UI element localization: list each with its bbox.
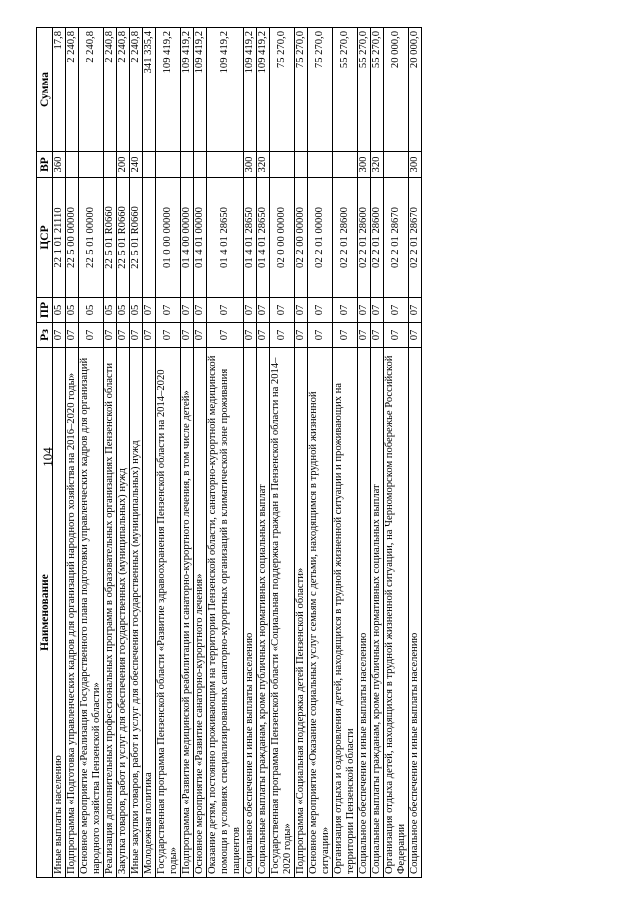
cell-sum: 109 419,2: [244, 28, 257, 152]
table-row: [143, 28, 156, 878]
cell-pr: 05: [79, 298, 104, 323]
cell-name: Закупка товаров, работ и услуг для обеспечения государственных (муниципальных) нужд: [117, 348, 130, 878]
cell-csr: 22 5 01 R0660: [104, 178, 117, 298]
cell-vr: [79, 152, 104, 178]
table-row: [104, 28, 117, 878]
cell-vr: 360: [53, 152, 66, 178]
cell-name: Социальное обеспечение и иные выплаты населению: [244, 348, 257, 878]
cell-vr: 300: [409, 152, 422, 178]
cell-csr: 01 4 00 00000: [181, 178, 194, 298]
cell-pr: 07: [308, 298, 333, 323]
header-csr: ЦСР: [37, 178, 53, 298]
table-row: [270, 28, 295, 878]
cell-sum: 55 270,0: [371, 28, 384, 152]
cell-name: Организация отдыха и оздоровления детей, находящихся в трудной жизненной ситуации и проживающих на территории Пензенской области: [333, 348, 358, 878]
cell-vr: 320: [257, 152, 270, 178]
cell-pr: 07: [194, 298, 207, 323]
cell-rz: 07: [66, 323, 79, 348]
cell-vr: [295, 152, 308, 178]
cell-rz: 07: [371, 323, 384, 348]
cell-rz: 07: [244, 323, 257, 348]
cell-rz: 07: [53, 323, 66, 348]
page-number: 104: [39, 447, 55, 467]
cell-csr: 22 5 01 R0660: [130, 178, 143, 298]
cell-rz: 07: [181, 323, 194, 348]
cell-csr: 01 4 01 28650: [207, 178, 244, 298]
cell-pr: 05: [104, 298, 117, 323]
cell-name: Основное мероприятие «Развитие санаторно-курортного лечения»: [194, 348, 207, 878]
cell-csr: 02 2 01 28600: [358, 178, 371, 298]
cell-vr: [156, 152, 181, 178]
cell-name: Иные выплаты населению: [53, 348, 66, 878]
cell-vr: 320: [371, 152, 384, 178]
cell-pr: 05: [117, 298, 130, 323]
cell-pr: 07: [207, 298, 244, 323]
table-row: [244, 28, 257, 878]
cell-sum: 20 000,0: [409, 28, 422, 152]
table-row: [53, 28, 66, 878]
cell-vr: [270, 152, 295, 178]
cell-vr: [308, 152, 333, 178]
cell-sum: 55 270,0: [333, 28, 358, 152]
cell-csr: 02 2 01 28670: [384, 178, 409, 298]
table-row: [130, 28, 143, 878]
cell-vr: [143, 152, 156, 178]
cell-csr: 02 2 01 28600: [333, 178, 358, 298]
cell-rz: 07: [143, 323, 156, 348]
cell-rz: 07: [358, 323, 371, 348]
table-row: [308, 28, 333, 878]
cell-vr: [181, 152, 194, 178]
cell-csr: 02 2 00 00000: [295, 178, 308, 298]
table-body: [53, 28, 422, 878]
cell-rz: 07: [257, 323, 270, 348]
table-row: [117, 28, 130, 878]
cell-csr: 01 0 00 00000: [156, 178, 181, 298]
rotated-page-content: [36, 28, 586, 878]
table-row: [79, 28, 104, 878]
cell-name: Социальные выплаты гражданам, кроме публичных нормативных социальных выплат: [371, 348, 384, 878]
table-row: [333, 28, 358, 878]
cell-csr: 01 4 01 00000: [194, 178, 207, 298]
header-pr: ПР: [37, 298, 53, 323]
cell-pr: 05: [53, 298, 66, 323]
cell-name: Подпрограмма «Подготовка управленческих кадров для организаций народного хозяйства на 2016–2020 годы»: [66, 348, 79, 878]
cell-rz: 07: [409, 323, 422, 348]
cell-rz: 07: [270, 323, 295, 348]
cell-pr: 07: [295, 298, 308, 323]
table-row: [371, 28, 384, 878]
cell-rz: 07: [194, 323, 207, 348]
cell-rz: 07: [384, 323, 409, 348]
cell-name: Реализация дополнительных профессиональных программ в образовательных организациях Пензенской области: [104, 348, 117, 878]
header-rz: Рз: [37, 323, 53, 348]
cell-sum: 109 419,2: [194, 28, 207, 152]
header-sum: Сумма: [37, 28, 53, 152]
cell-pr: 07: [143, 298, 156, 323]
cell-pr: 07: [244, 298, 257, 323]
cell-sum: 75 270,0: [308, 28, 333, 152]
cell-rz: 07: [104, 323, 117, 348]
cell-vr: [333, 152, 358, 178]
cell-rz: 07: [79, 323, 104, 348]
cell-pr: 07: [384, 298, 409, 323]
cell-sum: 2 240,8: [117, 28, 130, 152]
cell-pr: 07: [257, 298, 270, 323]
cell-sum: 17,8: [53, 28, 66, 152]
table-header-row: [37, 28, 53, 878]
cell-csr: [143, 178, 156, 298]
table-row: [194, 28, 207, 878]
cell-name: Государственная программа Пензенской области «Социальная поддержка граждан в Пензенской области на 2014–2020 годы»: [270, 348, 295, 878]
budget-table: [36, 27, 422, 878]
header-name: Наименование: [37, 348, 53, 878]
table-row: [181, 28, 194, 878]
cell-rz: 07: [295, 323, 308, 348]
cell-rz: 07: [130, 323, 143, 348]
cell-sum: 75 270,0: [270, 28, 295, 152]
cell-name: Государственная программа Пензенской области «Развитие здравоохранения Пензенской области на 2014–2020 годы»: [156, 348, 181, 878]
cell-vr: [207, 152, 244, 178]
cell-sum: 2 240,8: [104, 28, 117, 152]
cell-name: Молодежная политика: [143, 348, 156, 878]
cell-sum: 2 240,8: [130, 28, 143, 152]
cell-sum: 55 270,0: [358, 28, 371, 152]
cell-csr: 02 0 00 00000: [270, 178, 295, 298]
table-row: [295, 28, 308, 878]
cell-sum: 341 335,4: [143, 28, 156, 152]
cell-csr: 22 1 01 21110: [53, 178, 66, 298]
cell-pr: 07: [409, 298, 422, 323]
cell-sum: 109 419,2: [207, 28, 244, 152]
cell-csr: 02 2 01 28670: [409, 178, 422, 298]
cell-sum: 75 270,0: [295, 28, 308, 152]
cell-name: Социальное обеспечение и иные выплаты населению: [409, 348, 422, 878]
cell-name: Социальные выплаты гражданам, кроме публичных нормативных социальных выплат: [257, 348, 270, 878]
cell-name: Подпрограмма «Развитие медицинской реабилитации и санаторно-курортного лечения, в том числе детей»: [181, 348, 194, 878]
cell-rz: 07: [333, 323, 358, 348]
cell-vr: [104, 152, 117, 178]
cell-vr: [66, 152, 79, 178]
cell-sum: 109 419,2: [181, 28, 194, 152]
header-vr: ВР: [37, 152, 53, 178]
cell-csr: 01 4 01 28650: [244, 178, 257, 298]
cell-pr: 05: [66, 298, 79, 323]
cell-name: Основное мероприятие «Реализация Государственного плана подготовки управленческих кадров для организаций народного хозяйства Пензенской области»: [79, 348, 104, 878]
cell-sum: 2 240,8: [79, 28, 104, 152]
cell-csr: 22 5 01 R0660: [117, 178, 130, 298]
cell-name: Социальное обеспечение и иные выплаты населению: [358, 348, 371, 878]
cell-vr: 240: [130, 152, 143, 178]
table-row: [156, 28, 181, 878]
cell-csr: 02 2 01 00000: [308, 178, 333, 298]
table-row: [409, 28, 422, 878]
cell-vr: 300: [244, 152, 257, 178]
cell-pr: 07: [181, 298, 194, 323]
cell-pr: 07: [270, 298, 295, 323]
table-row: [257, 28, 270, 878]
cell-pr: 05: [130, 298, 143, 323]
cell-pr: 07: [333, 298, 358, 323]
cell-pr: 07: [156, 298, 181, 323]
cell-csr: 22 5 01 00000: [79, 178, 104, 298]
cell-vr: [194, 152, 207, 178]
table-row: [207, 28, 244, 878]
table-row: [358, 28, 371, 878]
cell-csr: 02 2 01 28600: [371, 178, 384, 298]
cell-name: Подпрограмма «Социальная поддержка детей Пензенской области»: [295, 348, 308, 878]
cell-csr: 22 5 00 00000: [66, 178, 79, 298]
cell-name: Организация отдыха детей, находящихся в трудной жизненной ситуации, на Черноморском побережье Российской Федерации: [384, 348, 409, 878]
cell-rz: 07: [156, 323, 181, 348]
cell-pr: 07: [371, 298, 384, 323]
cell-name: Иные закупки товаров, работ и услуг для обеспечения государственных (муниципальных) нужд: [130, 348, 143, 878]
table-row: [66, 28, 79, 878]
cell-rz: 07: [308, 323, 333, 348]
cell-sum: 2 240,8: [66, 28, 79, 152]
cell-csr: 01 4 01 28650: [257, 178, 270, 298]
cell-vr: [384, 152, 409, 178]
cell-sum: 20 000,0: [384, 28, 409, 152]
cell-vr: 200: [117, 152, 130, 178]
cell-rz: 07: [207, 323, 244, 348]
table-row: [384, 28, 409, 878]
cell-rz: 07: [117, 323, 130, 348]
cell-sum: 109 419,2: [257, 28, 270, 152]
cell-name: Основное мероприятие «Оказание социальных услуг семьям с детьми, находящимся в трудной жизненной ситуации»: [308, 348, 333, 878]
cell-sum: 109 419,2: [156, 28, 181, 152]
cell-name: Оказание детям, постоянно проживающим на территории Пензенской области, санаторно-курортной медицинской помощи в условиях специализированных санаторно-курортных организаций в климатической зоне проживания пациентов: [207, 348, 244, 878]
cell-pr: 07: [358, 298, 371, 323]
cell-vr: 300: [358, 152, 371, 178]
